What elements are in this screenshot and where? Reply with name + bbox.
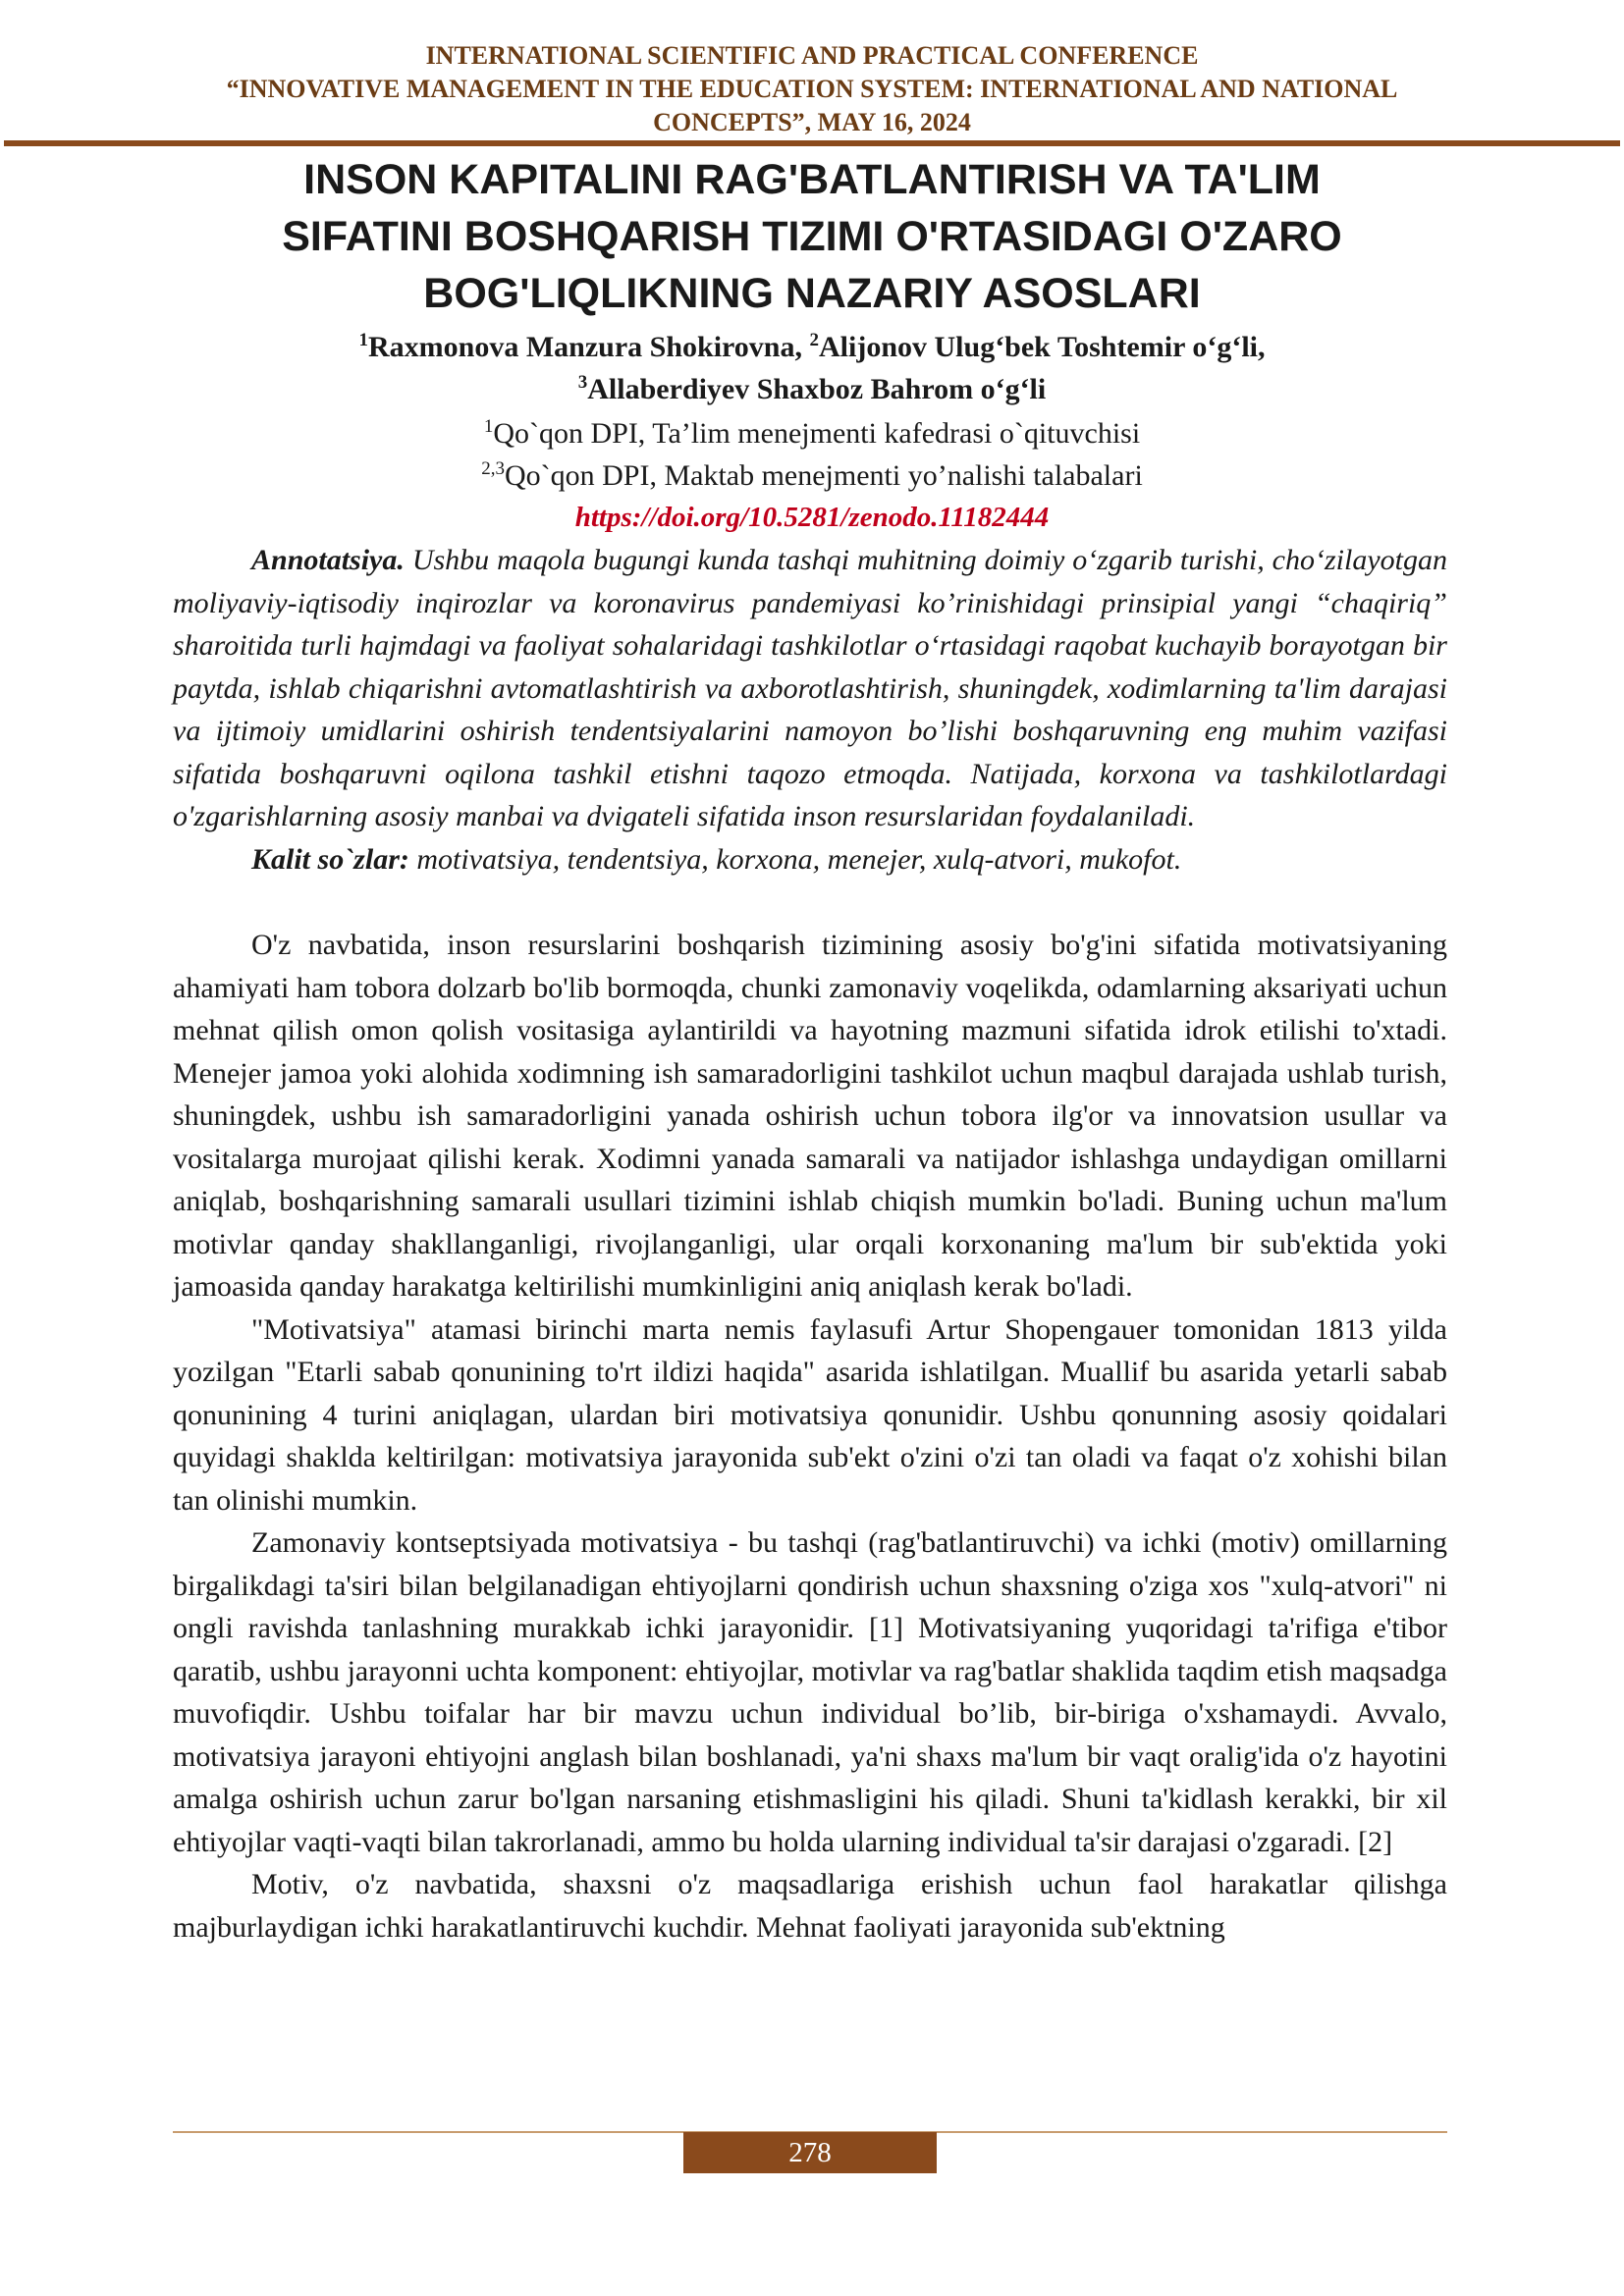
keywords <box>173 838 1447 881</box>
conference-header-line: INTERNATIONAL SCIENTIFIC AND PRACTICAL CONFERENCE <box>425 41 1199 70</box>
article-content <box>173 539 1447 1949</box>
body-paragraph: Motiv, o'z navbatida, shaxsni o'z maqsadlariga erishish uchun faol harakatlar qilishga majburlaydigan ichki harakatlantiruvchi kuchdir. Mehnat faoliyati jarayonida sub'ektning <box>173 1868 1447 1944</box>
affiliation <box>118 412 1506 454</box>
keywords-text: motivatsiya, tendentsiya, korxona, menejer, xulq-atvori, mukofot. <box>408 842 1182 876</box>
author-line <box>118 326 1506 368</box>
affiliation-text: Qo`qon DPI, Ta’lim menejmenti kafedrasi o`qituvchisi <box>493 417 1141 450</box>
paper-title-line: BOG'LIQLIKNING NAZARIY ASOSLARI <box>423 270 1201 317</box>
body-paragraph: Zamonaviy kontseptsiyada motivatsiya - bu tashqi (rag'batlantiruvchi) va ichki (motiv) omillarning birgalikdagi ta'siri bilan belgilanadigan ehtiyojlarni qondirish uchun shaxsning o'ziga xos "xulq-atvori" ni ongli ravishda tanlashning murakkab ichki jarayonidir. [1] Motivatsiyaning yuqoridagi ta'rifiga e'tibor qaratib, ushbu jarayonni uchta komponent: ehtiyojlar, motivlar va rag'batlar shaklida taqdim etish maqsadga muvofiqdir. Ushbu toifalar har bir mavzu uchun individual bo’lib, bir-biriga o'xshamaydi. Avvalo, motivatsiya jarayoni ehtiyojni anglash bilan boshlanadi, ya'ni shaxs ma'lum bir vaqt oralig'ida o'z hayotini amalga oshirish uchun zarur bo'lgan narsaning etishmasligini his qiladi. Shuni ta'kidlash kerakki, bir xil ehtiyojlar vaqti-vaqti bilan takrorlanadi, ammo bu holda ularning individual ta'sir darajasi o'zgaradi. [2] <box>173 1526 1447 1858</box>
abstract-text: Ushbu maqola bugungi kunda tashqi muhitning doimiy o‘zgarib turishi, cho‘zilayotgan moliyaviy-iqtisodiy inqirozlar va koronavirus pandemiyasi ko’rinishidagi prinsipial yangi “chaqiriq” sharoitida turli hajmdagi va faoliyat sohalaridagi tashkilotlar o‘rtasidagi raqobat kuchayib borayotgan bir paytda, ishlab chiqarishni avtomatlashtirish va axborotlashtirish, shuningdek, xodimlarning ta'lim darajasi va ijtimoiy umidlarini oshirish tendentsiyalarini namoyon bo’lishi boshqaruvning eng muhim vazifasi sifatida boshqaruvni oqilona tashkil etishni taqozo etmoqda. Natijada, korxona va tashkilotlardagi o'zgarishlarning asosiy manbai va dvigateli sifatida inson resurslaridan foydalaniladi. <box>173 544 1447 832</box>
author-line <box>118 368 1506 410</box>
body-paragraph: "Motivatsiya" atamasi birinchi marta nemis faylasufi Artur Shopengauer tomonidan 1813 yilda yozilgan "Etarli sabab qonunining to'rt ildizi haqida" asarida ishlatilgan. Muallif bu asarida yetarli sabab qonunining 4 turini aniqlagan, ulardan biri motivatsiya qonunidir. Ushbu qonunning asosiy qoidalari quyidagi shaklda keltirilgan: motivatsiya jarayonida sub'ekt o'zini o'zi tan oladi va faqat o'z xohishi bilan tan olinishi mumkin. <box>173 1312 1447 1517</box>
author-index: 1 <box>358 330 368 350</box>
author-name: Alijonov Ulug‘bek Toshtemir o‘g‘li, <box>819 331 1266 363</box>
paper-title-line: INSON KAPITALINI RAG'BATLANTIRISH VA TA'LIM <box>303 156 1321 203</box>
keywords-label: Kalit so`zlar: <box>251 842 409 876</box>
affiliation-index: 1 <box>483 416 494 437</box>
affiliation-index: 2,3 <box>481 458 505 479</box>
paragraph-gap <box>173 881 1447 924</box>
author-name: Allaberdiyev Shaxboz Bahrom o‘g‘li <box>587 373 1047 405</box>
conference-header-line: “INNOVATIVE MANAGEMENT IN THE EDUCATION SYSTEM: INTERNATIONAL AND NATIONAL <box>226 75 1398 103</box>
conference-header <box>0 39 1624 139</box>
conference-header-line: CONCEPTS”, MAY 16, 2024 <box>653 108 971 136</box>
author-list <box>118 326 1506 410</box>
paper-title-line: SIFATINI BOSHQARISH TIZIMI O'RTASIDAGI O'ZARO <box>282 213 1342 260</box>
doi-link[interactable]: https://doi.org/10.5281/zenodo.11182444 <box>574 502 1050 533</box>
affiliation-text: Qo`qon DPI, Maktab menejmenti yo’nalishi talabalari <box>504 459 1143 492</box>
author-index: 3 <box>577 372 588 393</box>
header-divider <box>4 140 1620 146</box>
body-paragraph: O'z navbatida, inson resurslarini boshqarish tizimining asosiy bo'g'ini sifatida motivatsiyaning ahamiyati ham tobora dolzarb bo'lib bormoqda, chunki zamonaviy voqelikda, odamlarning aksariyati uchun mehnat qilish omon qolish vositasiga aylantirildi va hayotning mazmuni sifatida idrok etilishi to'xtadi. Menejer jamoa yoki alohida xodimning ish samaradorligini tashkilot uchun maqbul darajada ushlab turish, shuningdek, ushbu ish samaradorligini yanada oshirish uchun tobora ilg'or va innovatsion usullar va vositalarga murojaat qilishi kerak. Xodimni yanada samarali va natijador ishlashga undaydigan omillarni aniqlab, boshqarishning samarali usullari tizimini ishlab chiqish mumkin bo'ladi. Buning uchun ma'lum motivlar qanday shakllanganligi, rivojlanganligi, ular orqali korxonaning ma'lum bir sub'ektida yoki jamoasida qanday harakatga keltirilishi mumkinligini aniq aniqlash kerak bo'ladi. <box>173 929 1447 1303</box>
author-index: 2 <box>809 330 819 350</box>
abstract <box>173 539 1447 838</box>
author-name: Raxmonova Manzura Shokirovna, <box>367 331 810 363</box>
page-number: 278 <box>683 2132 937 2173</box>
paper-title <box>177 151 1447 322</box>
affiliation <box>118 454 1506 497</box>
abstract-label: Annotatsiya. <box>251 544 405 576</box>
